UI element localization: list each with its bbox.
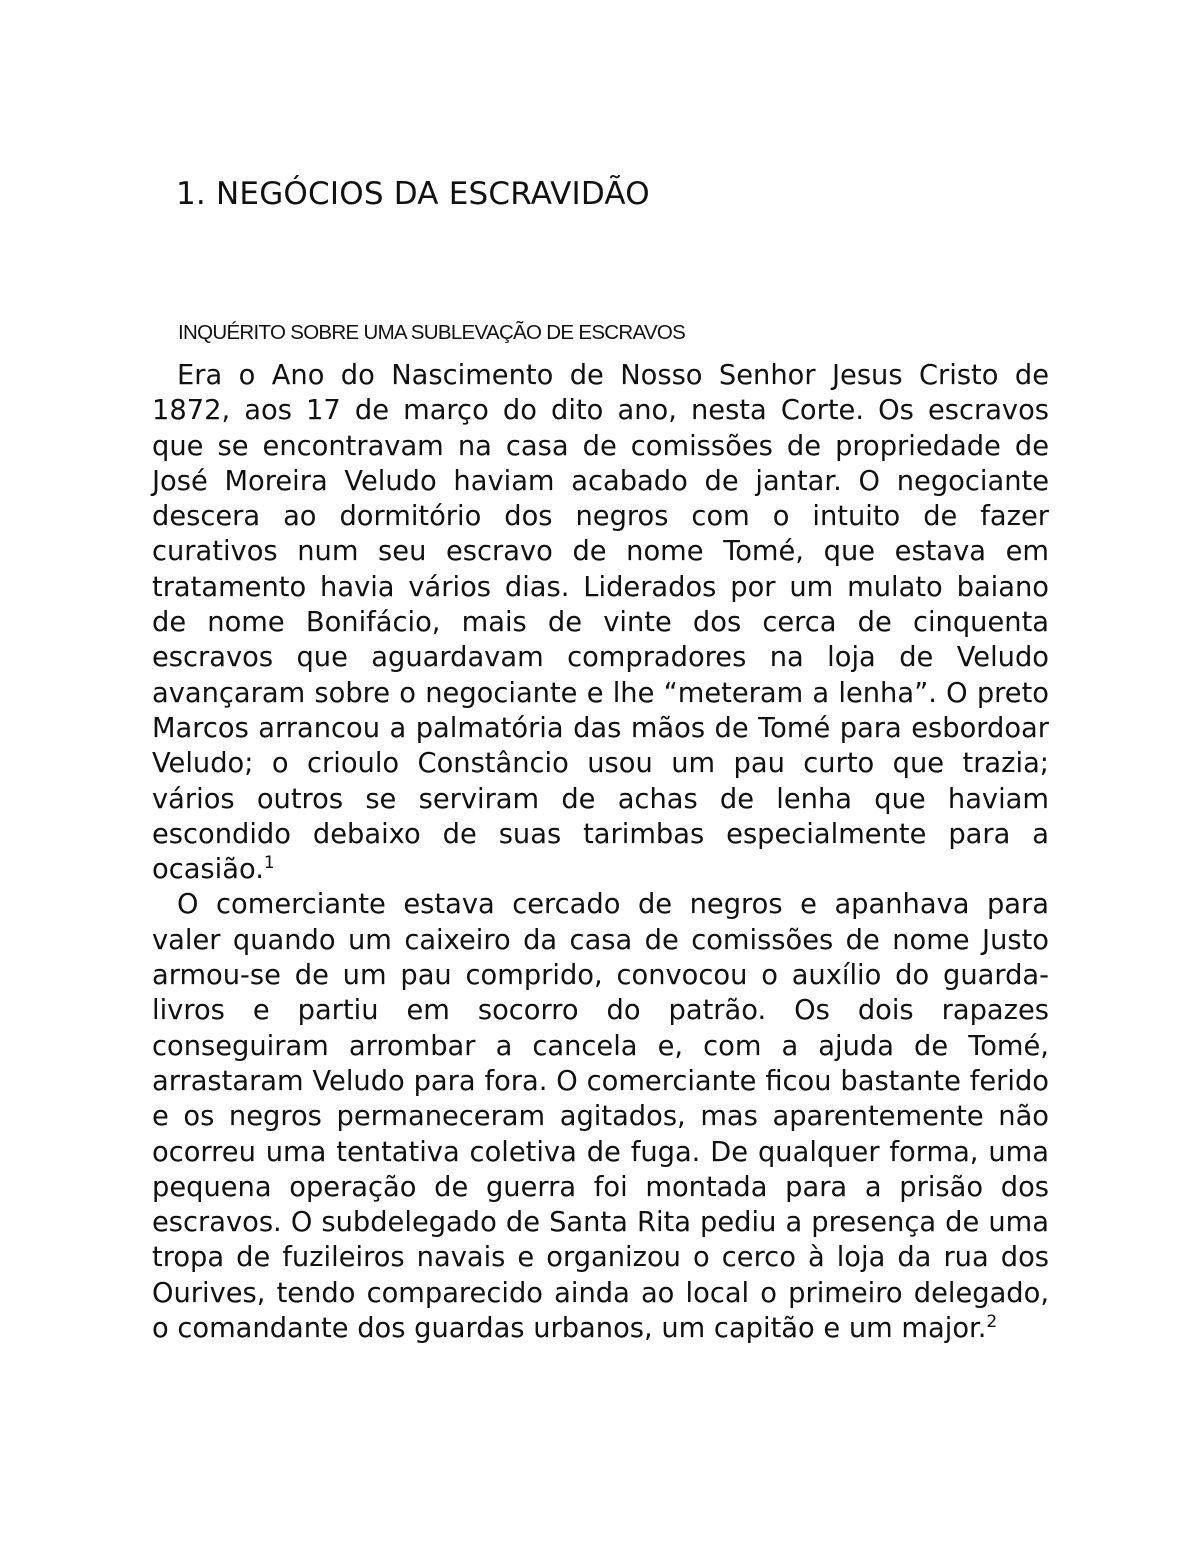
footnote-reference[interactable]: 2 [986, 1312, 998, 1333]
footnote-reference[interactable]: 1 [263, 853, 275, 874]
paragraph [152, 358, 1049, 887]
chapter-title: 1. NEGÓCIOS DA ESCRAVIDÃO [176, 176, 650, 212]
paragraph [152, 887, 1049, 1346]
paragraph-text: Era o Ano do Nascimento de Nosso Senhor Jesus Cristo de 1872, aos 17 de março do dito ano, nesta Corte. Os escravos que se encontravam na casa de comissões de propriedade de José Moreira Veludo haviam acabado de jantar. O negociante descera ao dormitório dos negros com o intuito de fazer curativos num seu escravo de nome Tomé, que estava em tratamento havia vários dias. Liderados por um mulato baiano de nome Bonifácio, mais de vinte dos cerca de cinquenta escravos que aguardavam compradores na loja de Veludo avançaram sobre o negociante e lhe “meteram a lenha”. O preto Marcos arrancou a palmatória das mãos de Tomé para esbordoar Veludo; o crioulo Constâncio usou um pau curto que trazia; vários outros se serviram de achas de lenha que haviam escondido debaixo de suas tarimbas especialmente para a ocasião. [152, 360, 1049, 886]
section-title: INQUÉRITO SOBRE UMA SUBLEVAÇÃO DE ESCRAVOS [178, 321, 686, 344]
body-text [152, 358, 1049, 1346]
paragraph-text: O comerciante estava cercado de negros e apanhava para valer quando um caixeiro da casa de comissões de nome Justo armou-se de um pau comprido, convocou o auxílio do guarda-livros e partiu em socorro do patrão. Os dois rapazes conseguiram arrombar a cancela e, com a ajuda de Tomé, arrastaram Veludo para fora. O comerciante ficou bastante ferido e os negros permaneceram agitados, mas aparentemente não ocorreu uma tentativa coletiva de fuga. De qualquer forma, uma pequena operação de guerra foi montada para a prisão dos escravos. O subdelegado de Santa Rita pediu a presença de uma tropa de fuzileiros navais e organizou o cerco à loja da rua dos Ourives, tendo comparecido ainda ao local o primeiro delegado, o comandante dos guardas urbanos, um capitão e um major. [152, 889, 1049, 1345]
